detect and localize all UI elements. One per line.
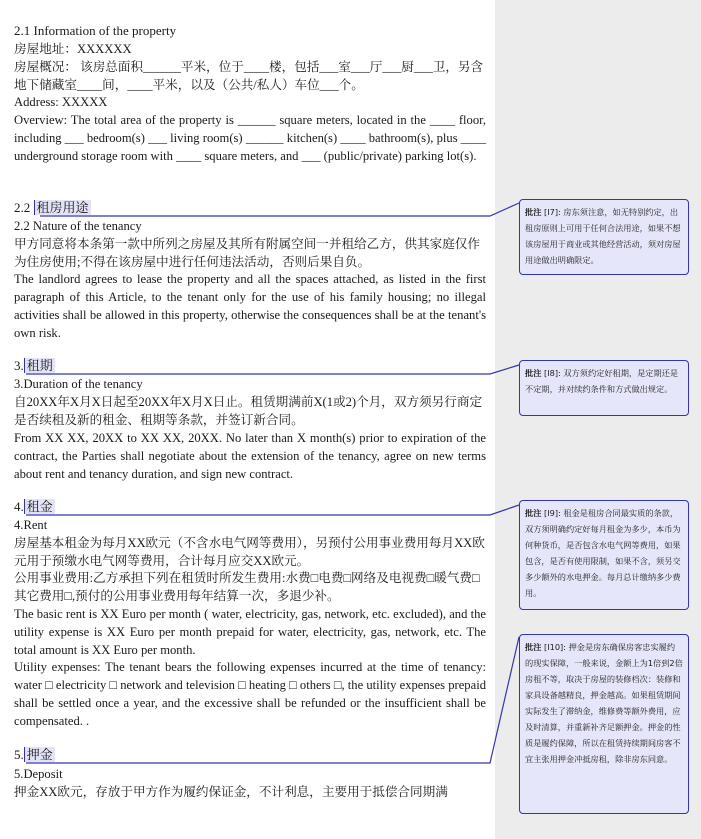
section-4-heading [14,498,55,516]
section-2-2-heading [14,199,91,217]
comment-tag: 批注 [525,642,542,652]
comment-balloon[interactable] [519,500,689,610]
section-4-heading-en: 4.Rent [14,518,48,532]
section-number: 2.2 [14,200,31,215]
address-cn: 房屋地址：XXXXXX [14,42,132,56]
section-3-body-cn: 自20XX年X月X日起至20XX年X月X日止。租赁期满前X(1或2)个月，双方须另行商定是否续租及新的租金、租期等条款，并签订新合同。 [14,395,483,427]
section-2-1-heading: 2.1 Information of the property [14,23,177,38]
comment-balloon[interactable] [519,199,689,275]
comment-tag: 批注 [525,207,542,217]
section-5-heading [14,746,55,764]
commented-text[interactable]: 押金 [24,747,55,762]
section-4-body-en-2: Utility expenses: The tenant bears the following expenses incurred at the time of tenancy: water □ electricity □ network and television □ heating □ others □, the utility expenses prepaid shall be settled once a year, and the excessive shall be refunded or the insufficient shall be compensated. . [14,660,486,728]
comment-text: 房东须注意，如无特别约定，出租房原则上可用于任何合法用途，如果不想该房屋用于商业或其他经营活动，须对房屋用途做出明确限定。 [525,207,681,265]
overview-cn: 房屋概况： 该房总面积______平米，位于____楼，包括___室___厅___厨___卫，另含地下储藏室____间，____平米，以及（公共/私人）车位___个。 [14,60,484,92]
section-5-heading-en: 5.Deposit [14,767,63,781]
section-3-body-en: From XX XX, 20XX to XX XX, 20XX. No later than X month(s) prior to expiration of the contract, the Parties shall negotiate about the extension of the tenancy, agree on new terms about rent and tenancy duration, and sign new contract. [14,431,486,481]
commented-text[interactable]: 租期 [24,358,55,373]
section-4-body-cn-1: 房屋基本租金为每月XX欧元（不含水电气网等费用），另预付公用事业费用每月XX欧元用于预缴水电气网等费用，合计每月应交XX欧元。 [14,536,485,568]
address-en: Address: XXXXX [14,95,108,109]
comment-text: 租金是租房合同最实质的条款，双方须明确约定好每月租金为多少，本币为何种货币，是否包含水电气网等费用，如果包含，是否有使用限制，如果不含，须另交多少额外的水电押金。每月总计缴纳多少费用。 [525,508,681,598]
comment-tag: 批注 [525,508,542,518]
overview-en: Overview: The total area of the property is ______ square meters, located in the ____ floor, including ___ bedroom(s) ___ living room(s) ______ kitchen(s) ____ bathroom(s), plus ____ underground storage room with ____ square meters, and ___ (public/private) parking lot(s). [14,113,486,163]
comment-ref: [I9]: [544,508,561,518]
comment-text: 押金是房东确保房客忠实履约的现实保障，一般来说，金额上为1倍到2倍房租不等，取决于房屋的装修档次：装修和家具设备越精良，押金越高。如果租赁期间实际发生了滞纳金，维修费等额外费用，应及时清算，并重新补齐足额押金。押金的性质是履约保障，所以在租赁持续期间房客不宜主张用押金冲抵房租，除非房东同意。 [525,642,683,764]
comment-balloon[interactable] [519,634,689,814]
section-2-2-body-cn: 甲方同意将本条第一款中所列之房屋及其所有附属空间一并租给乙方，供其家庭仅作为住房使用;不得在该房屋中进行任何违法活动，否则后果自负。 [14,237,480,269]
comment-balloon[interactable] [519,360,689,416]
section-4-body-cn-2: 公用事业费用:乙方承担下列在租赁时所发生费用:水费□电费□网络及电视费□暖气费□其它费用□,预付的公用事业费用每年结算一次，多退少补。 [14,571,480,603]
comment-tag: 批注 [525,368,542,378]
section-3-heading-en: 3.Duration of the tenancy [14,377,143,391]
section-3-heading [14,357,55,375]
section-5-body-cn: 押金XX欧元，存放于甲方作为履约保证金，不计利息，主要用于抵偿合同期满 [14,785,448,799]
comment-ref: [I10]: [544,642,566,652]
section-number: 4. [14,499,24,514]
section-2-2-body-en: The landlord agrees to lease the property and all the spaces attached, as listed in the first paragraph of this Article, to the tenant only for the use of his family housing; no illegal activities shall be allowed in this property, otherwise the consequences shall be at the tenant's own risk. [14,272,486,340]
comment-ref: [I8]: [544,368,561,378]
section-2-2-heading-en: 2.2 Nature of the tenancy [14,219,142,233]
comment-ref: [I7]: [544,207,561,217]
comment-text: 双方须约定好租期，是定期还是不定期，并对续约条件和方式做出规定。 [525,368,679,394]
section-number: 3. [14,358,24,373]
section-number: 5. [14,747,24,762]
commented-text[interactable]: 租房用途 [34,200,91,215]
commented-text[interactable]: 租金 [24,499,55,514]
section-4-body-en-1: The basic rent is XX Euro per month ( water, electricity, gas, network, etc. excluded), and the utility expense is XX Euro per month prepaid for water, electricity, gas, network, etc. The total amount is XX Euro per month. [14,607,486,657]
